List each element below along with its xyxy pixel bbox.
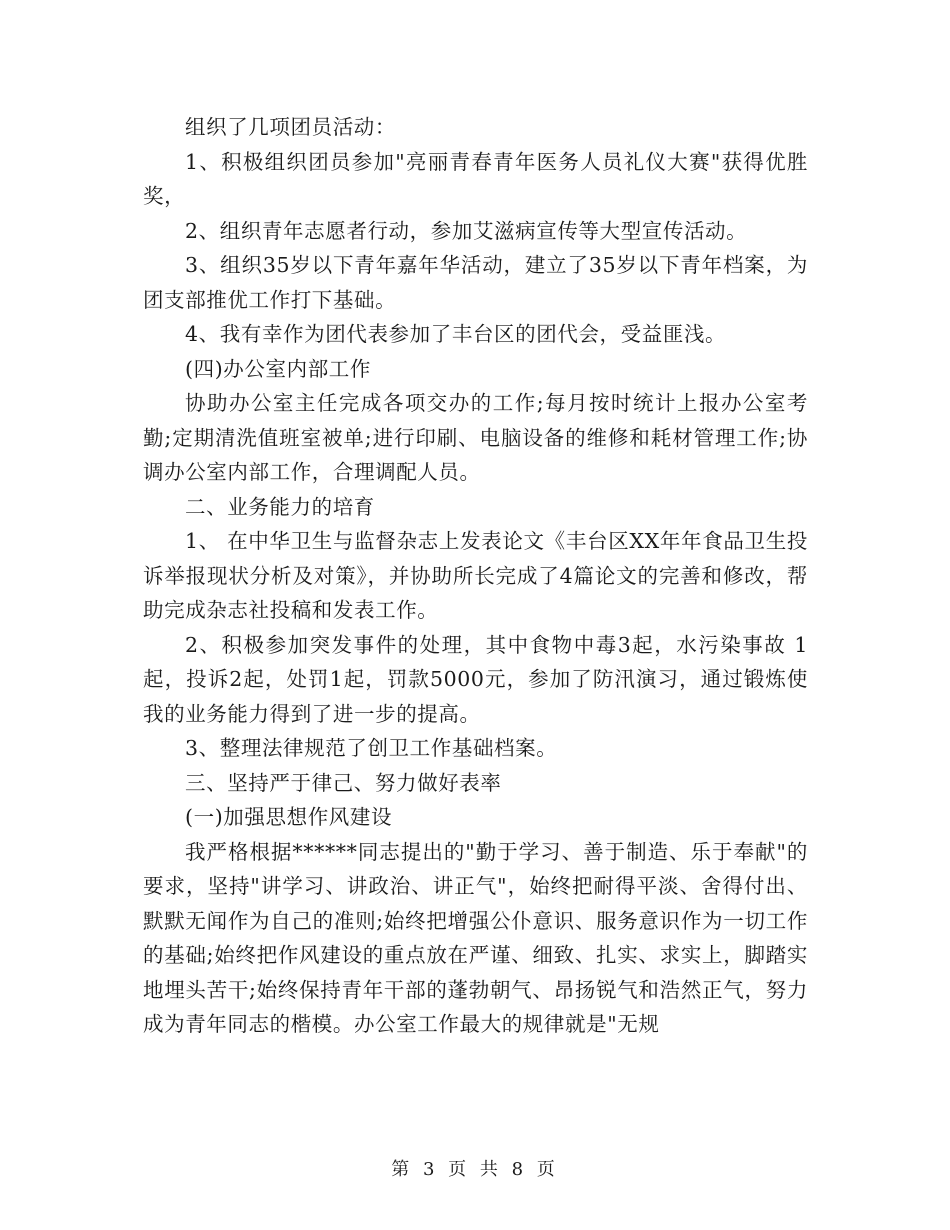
paragraph-business-3: 3、整理法律规范了创卫工作基础档案。 [185, 736, 558, 760]
paragraph-activity-1: 1、积极组织团员参加"亮丽青春青年医务人员礼仪大赛"获得优胜奖， [143, 149, 808, 208]
paragraph-work-style: 我严格根据******同志提出的"勤于学习、善于制造、乐于奉献"的要求，坚持"讲学习、讲政治、讲正气"，始终把耐得平淡、舍得付出、默默无闻作为自己的准则;始终把增强公仆意识、服务意识作为一切工作的基础;始终把作风建设的重点放在严谨、细致、扎实、求实上，脚踏实地埋头苦干;始终保持青年干部的蓬勃朝气、昂扬锐气和浩然正气，努力成为青年同志的楷模。办公室工作最大的规律就是"无规 [143, 839, 808, 1036]
paragraph-business-1: 1、 在中华卫生与监督杂志上发表论文《丰台区XX年年食品卫生投诉举报现状分析及对策》，并协助所长完成了4篇论文的完善和修改，帮助完成杂志社投稿和发表工作。 [143, 529, 808, 622]
paragraph-office-work: 协助办公室主任完成各项交办的工作;每月按时统计上报办公室考勤;定期清洗值班室被单;进行印刷、电脑设备的维修和耗材管理工作;协调办公室内部工作，合理调配人员。 [143, 391, 808, 484]
paragraph-business-2: 2、积极参加突发事件的处理，其中食物中毒3起，水污染事故 1起，投诉2起，处罚1起，罚款5000元，参加了防汛演习，通过锻炼使我的业务能力得到了进一步的提高。 [143, 632, 808, 726]
section-heading-self-discipline: 三、坚持严于律己、努力做好表率 [185, 770, 502, 795]
subsection-heading-work-style: (一)加强思想作风建设 [185, 805, 393, 829]
paragraph-activity-3: 3、组织35岁以下青年嘉年华活动，建立了35岁以下青年档案，为团支部推优工作打下基础。 [143, 253, 808, 312]
paragraph-activity-4: 4、我有幸作为团代表参加了丰台区的团代会，受益匪浅。 [185, 322, 727, 346]
section-heading-office-work: (四)办公室内部工作 [185, 356, 371, 381]
paragraph-activity-2: 2、组织青年志愿者行动，参加艾滋病宣传等大型宣传活动。 [185, 218, 748, 243]
page-footer: 第 3 页 共 8 页 [391, 1159, 559, 1180]
document-body [143, 110, 808, 1042]
section-heading-business-ability: 二、业务能力的培育 [185, 494, 375, 519]
paragraph-activities-intro: 组织了几项团员活动： [185, 115, 396, 139]
